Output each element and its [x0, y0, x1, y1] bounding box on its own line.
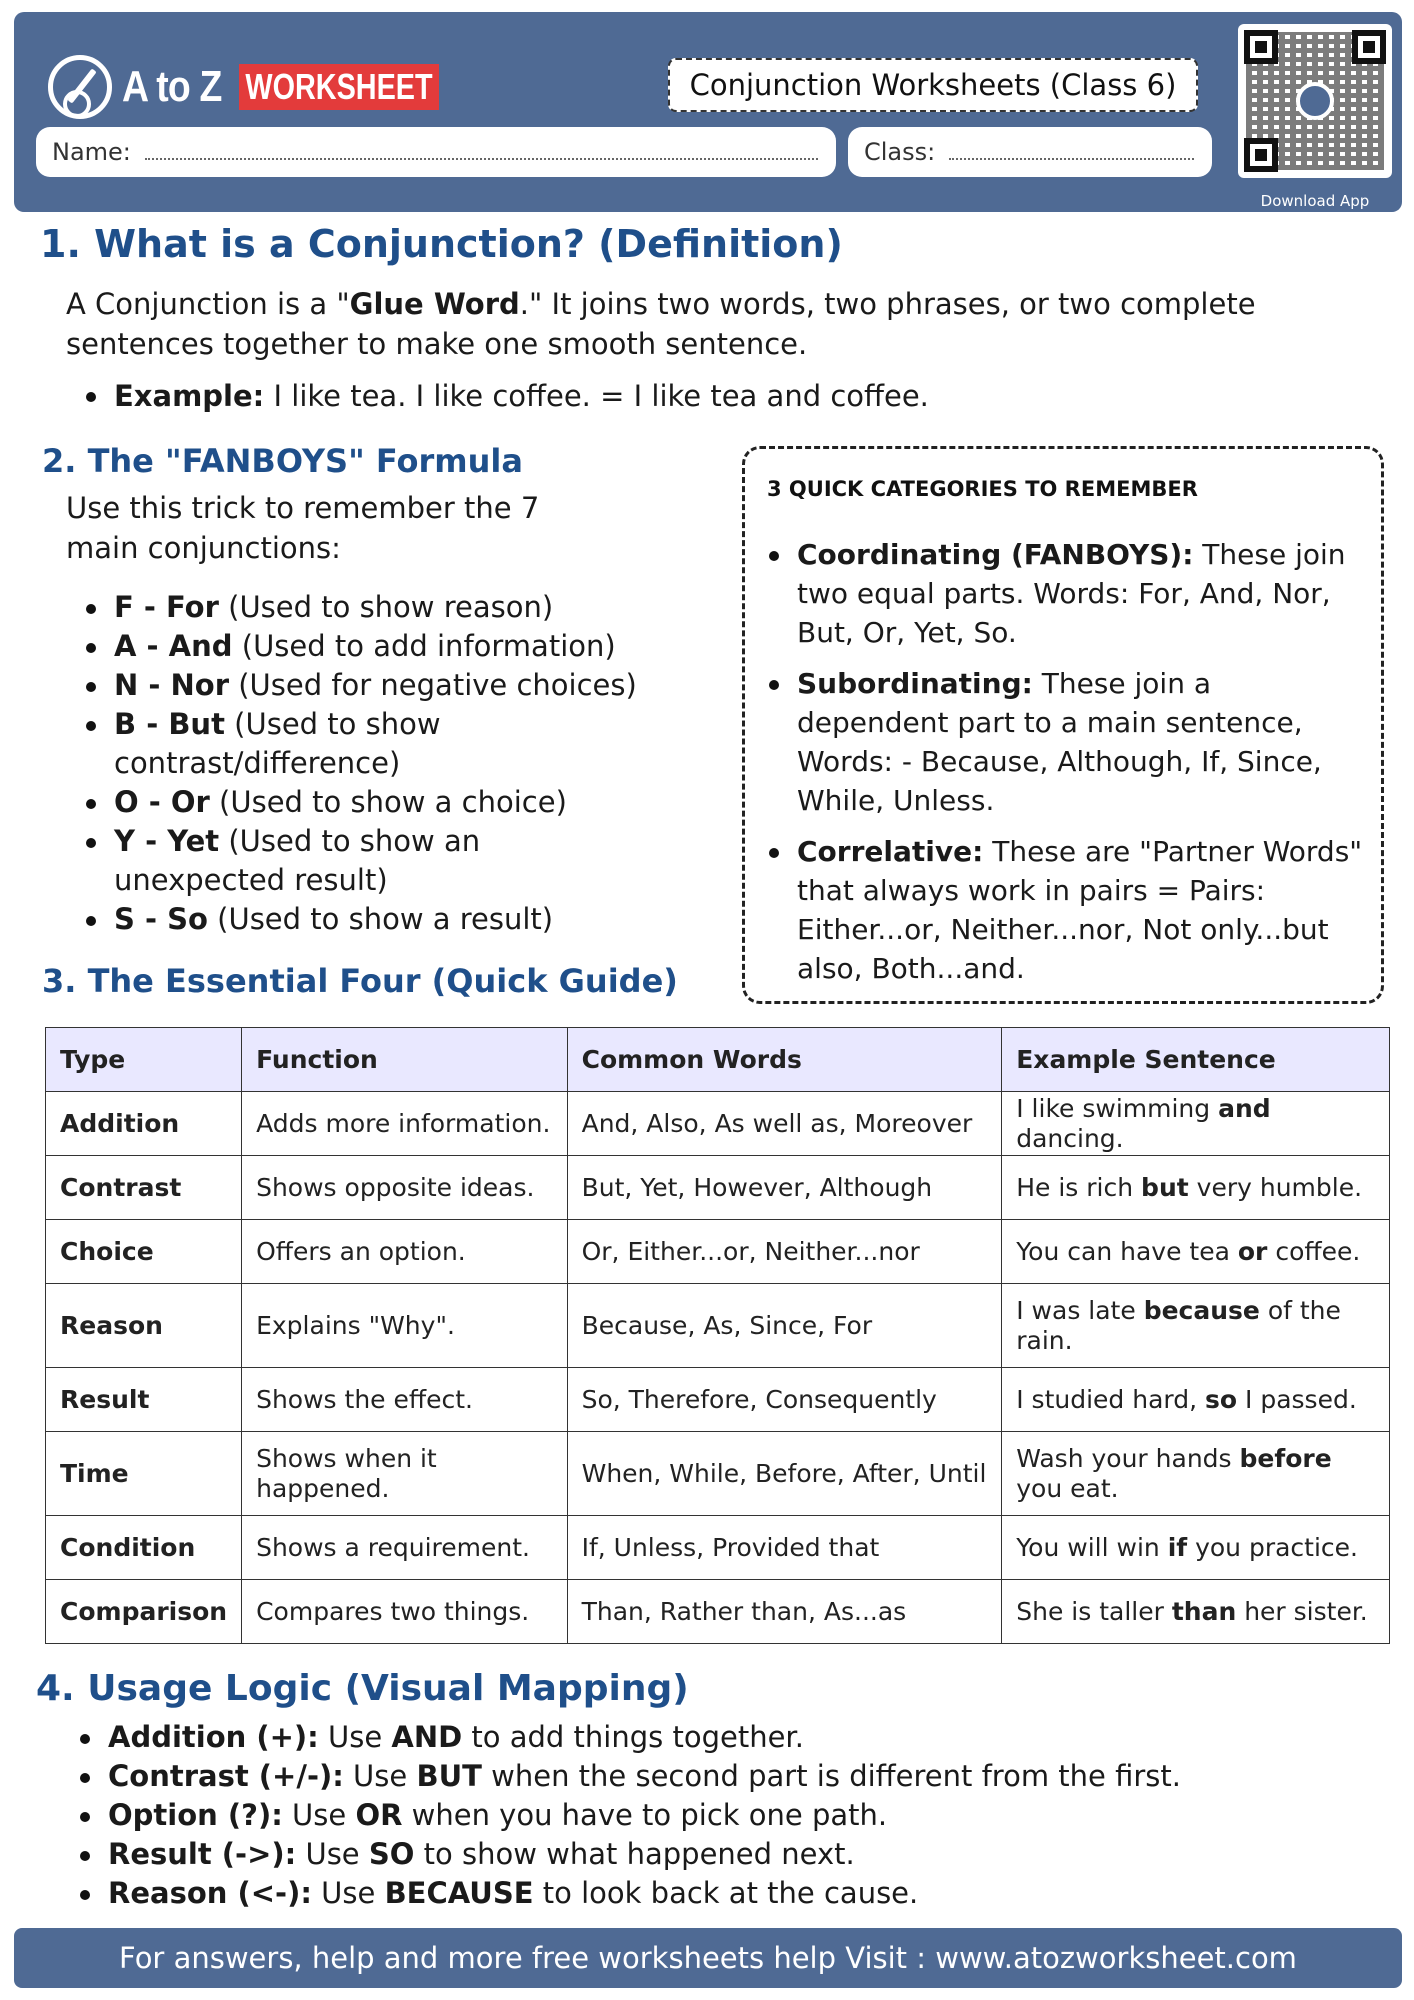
qr-code-icon[interactable]: [1238, 24, 1392, 178]
example-part: Wash your hands: [1016, 1443, 1240, 1473]
cell-function: Shows when it happened.: [242, 1432, 568, 1516]
section1-example-list: [80, 376, 1320, 416]
cell-function: Shows the effect.: [242, 1368, 568, 1432]
example-part: I was late: [1016, 1295, 1144, 1325]
category-name: Correlative:: [797, 835, 984, 868]
table-header-row: [46, 1028, 1390, 1092]
fanboys-key: S - So: [114, 902, 208, 936]
cell-type: Addition: [46, 1092, 242, 1156]
table-row: [46, 1092, 1390, 1156]
usage-text: to show what happened next.: [414, 1837, 855, 1871]
fanboys-meaning: (Used to show reason): [218, 590, 554, 624]
category-coordinating: [763, 535, 1367, 652]
example-conjunction: but: [1141, 1172, 1189, 1202]
usage-label: Option (?):: [108, 1798, 283, 1832]
qr-finder-bottom-left: [1244, 138, 1278, 172]
usage-item-addition: [74, 1718, 1374, 1757]
brand-logo[interactable]: [48, 52, 489, 122]
example-conjunction: so: [1205, 1384, 1238, 1414]
usage-text: to look back at the cause.: [533, 1876, 919, 1910]
logo-main-text: A to Z: [122, 62, 222, 111]
download-app-label[interactable]: Download App: [1260, 192, 1370, 210]
table-row: [46, 1284, 1390, 1368]
cell-example: [1002, 1092, 1390, 1156]
example-part: I studied hard,: [1016, 1384, 1206, 1414]
fanboys-item-yet: [80, 822, 660, 900]
name-field[interactable]: [36, 127, 836, 177]
usage-logic-list: [74, 1718, 1374, 1913]
table-row: [46, 1156, 1390, 1220]
usage-text: when the second part is different from the first.: [481, 1759, 1181, 1793]
example-part: You can have tea: [1016, 1236, 1238, 1266]
category-description: These join two equal parts. Words: For, And, Nor, But, Or, Yet, So.: [797, 538, 1346, 649]
usage-item-contrast: [74, 1757, 1374, 1796]
fanboys-key: Y - Yet: [114, 824, 220, 858]
cell-type: Result: [46, 1368, 242, 1432]
section1-definition: [66, 284, 1306, 364]
fanboys-meaning: (Used to show a choice): [209, 785, 567, 819]
example-conjunction: or: [1237, 1236, 1268, 1266]
column-header-function: Function: [242, 1028, 568, 1092]
fanboys-item-so: [80, 900, 660, 939]
category-name: Subordinating:: [797, 667, 1033, 700]
example-conjunction: because: [1143, 1295, 1260, 1325]
category-subordinating: [763, 664, 1367, 820]
usage-label: Addition (+):: [108, 1720, 319, 1754]
column-header-example: Example Sentence: [1002, 1028, 1390, 1092]
fanboys-meaning: (Used to show a result): [207, 902, 554, 936]
qr-finder-top-right: [1352, 30, 1386, 64]
example-text: I like tea. I like coffee. = I like tea and coffee.: [264, 379, 929, 413]
class-dotted-line: [949, 158, 1194, 160]
fanboys-list: [80, 588, 660, 939]
cell-type: Comparison: [46, 1580, 242, 1644]
section4-heading: 4. Usage Logic (Visual Mapping): [36, 1668, 689, 1709]
usage-label: Reason (<-):: [108, 1876, 312, 1910]
cell-type: Reason: [46, 1284, 242, 1368]
cell-function: Adds more information.: [242, 1092, 568, 1156]
cell-function: Explains "Why".: [242, 1284, 568, 1368]
section2-heading: 2. The "FANBOYS" Formula: [42, 442, 523, 480]
usage-keyword: BUT: [416, 1759, 482, 1793]
quick-categories-box: [742, 446, 1384, 1004]
table-row: [46, 1432, 1390, 1516]
usage-label: Contrast (+/-):: [108, 1759, 344, 1793]
worksheet-title: Conjunction Worksheets (Class 6): [668, 58, 1198, 112]
class-field[interactable]: [848, 127, 1212, 177]
usage-text: to add things together.: [462, 1720, 804, 1754]
example-item: [80, 376, 1320, 416]
category-correlative: [763, 832, 1367, 988]
example-part: He is rich: [1016, 1172, 1142, 1202]
cell-function: Offers an option.: [242, 1220, 568, 1284]
qr-logo-icon: [1296, 82, 1334, 120]
cell-words: And, Also, As well as, Moreover: [567, 1092, 1002, 1156]
cell-words: If, Unless, Provided that: [567, 1516, 1002, 1580]
cell-type: Contrast: [46, 1156, 242, 1220]
cell-words: Than, Rather than, As...as: [567, 1580, 1002, 1644]
usage-label: Result (->):: [108, 1837, 297, 1871]
cell-function: Shows a requirement.: [242, 1516, 568, 1580]
fanboys-meaning: (Used to show an unexpected result): [114, 824, 481, 897]
cell-function: Compares two things.: [242, 1580, 568, 1644]
category-description: These join a dependent part to a main sentence, Words: - Because, Although, If, Since, While, Unless.: [797, 667, 1322, 817]
fanboys-meaning: (Used to show contrast/difference): [114, 707, 441, 780]
example-part: I like swimming: [1016, 1093, 1219, 1123]
fanboys-item-or: [80, 783, 660, 822]
cell-type: Condition: [46, 1516, 242, 1580]
example-conjunction: than: [1171, 1596, 1237, 1626]
example-part: you practice.: [1187, 1532, 1359, 1562]
quick-guide-table: [45, 1027, 1390, 1644]
usage-text: when you have to pick one path.: [402, 1798, 888, 1832]
section3-heading: 3. The Essential Four (Quick Guide): [42, 962, 678, 1000]
fanboys-item-for: [80, 588, 660, 627]
example-part: coffee.: [1267, 1236, 1361, 1266]
cell-example: [1002, 1220, 1390, 1284]
fanboys-item-but: [80, 705, 660, 783]
fanboys-intro: Use this trick to remember the 7 main conjunctions:: [66, 491, 540, 565]
cell-words: But, Yet, However, Although: [567, 1156, 1002, 1220]
example-part: very humble.: [1188, 1172, 1363, 1202]
usage-item-result: [74, 1835, 1374, 1874]
table-row: [46, 1580, 1390, 1644]
usage-text: Use: [343, 1759, 417, 1793]
class-label: Class:: [864, 138, 936, 166]
fanboys-key: B - But: [114, 707, 225, 741]
usage-keyword: BECAUSE: [384, 1876, 534, 1910]
usage-text: Use: [282, 1798, 356, 1832]
cell-example: [1002, 1516, 1390, 1580]
table-row: [46, 1220, 1390, 1284]
example-part: I passed.: [1237, 1384, 1357, 1414]
cell-words: When, While, Before, After, Until: [567, 1432, 1002, 1516]
example-part: She is taller: [1016, 1596, 1172, 1626]
example-conjunction: before: [1239, 1443, 1332, 1473]
definition-bold-term: Glue Word: [349, 287, 520, 321]
fanboys-meaning: (Used to add information): [232, 629, 616, 663]
table-row: [46, 1516, 1390, 1580]
pen-globe-icon: [48, 55, 112, 119]
cell-type: Time: [46, 1432, 242, 1516]
cell-example: [1002, 1368, 1390, 1432]
fanboys-key: O - Or: [114, 785, 210, 819]
usage-keyword: SO: [368, 1837, 415, 1871]
example-conjunction: and: [1218, 1093, 1271, 1123]
qr-finder-top-left: [1244, 30, 1278, 64]
column-header-type: Type: [46, 1028, 242, 1092]
footer-text[interactable]: For answers, help and more free worksheets help Visit : www.atozworksheet.com: [119, 1941, 1297, 1975]
cell-example: [1002, 1156, 1390, 1220]
category-name: Coordinating (FANBOYS):: [797, 538, 1194, 571]
example-part: dancing.: [1016, 1123, 1124, 1153]
cell-words: Because, As, Since, For: [567, 1284, 1002, 1368]
footer-banner[interactable]: [14, 1928, 1402, 1988]
cell-example: [1002, 1580, 1390, 1644]
example-label: Example:: [114, 379, 265, 413]
usage-text: Use: [296, 1837, 369, 1871]
example-part: you eat.: [1016, 1473, 1119, 1503]
quick-categories-title: 3 QUICK CATEGORIES TO REMEMBER: [767, 477, 1198, 501]
name-dotted-line: [145, 158, 818, 160]
definition-text-start: A Conjunction is a ": [66, 287, 350, 321]
column-header-common-words: Common Words: [567, 1028, 1002, 1092]
usage-text: Use: [318, 1720, 392, 1754]
example-part: her sister.: [1236, 1596, 1368, 1626]
fanboys-key: A - And: [114, 629, 233, 663]
worksheet-header: [14, 12, 1402, 212]
fanboys-key: N - Nor: [114, 668, 229, 702]
logo-accent-text: WORKSHEET: [239, 64, 439, 110]
usage-text: Use: [311, 1876, 385, 1910]
fanboys-meaning: (Used for negative choices): [229, 668, 637, 702]
cell-words: So, Therefore, Consequently: [567, 1368, 1002, 1432]
example-part: You will win: [1016, 1532, 1168, 1562]
fanboys-item-nor: [80, 666, 660, 705]
fanboys-item-and: [80, 627, 660, 666]
cell-example: [1002, 1284, 1390, 1368]
definition-text-end: ." It joins two words, two phrases, or two complete sentences together to make one smooth sentence.: [66, 287, 1256, 361]
cell-function: Shows opposite ideas.: [242, 1156, 568, 1220]
cell-words: Or, Either...or, Neither...nor: [567, 1220, 1002, 1284]
cell-type: Choice: [46, 1220, 242, 1284]
section1-heading: 1. What is a Conjunction? (Definition): [40, 222, 843, 266]
table-row: [46, 1368, 1390, 1432]
name-label: Name:: [52, 138, 131, 166]
usage-item-option: [74, 1796, 1374, 1835]
quick-categories-list: [763, 535, 1367, 1000]
usage-keyword: OR: [355, 1798, 403, 1832]
example-conjunction: if: [1167, 1532, 1188, 1562]
example-part: of the rain.: [1016, 1295, 1341, 1355]
fanboys-key: F - For: [114, 590, 219, 624]
usage-keyword: AND: [391, 1720, 463, 1754]
usage-item-reason: [74, 1874, 1374, 1913]
cell-example: [1002, 1432, 1390, 1516]
category-description: These are "Partner Words" that always work in pairs = Pairs: Either...or, Neither...nor, Not only...but also, Both...and.: [797, 835, 1363, 985]
